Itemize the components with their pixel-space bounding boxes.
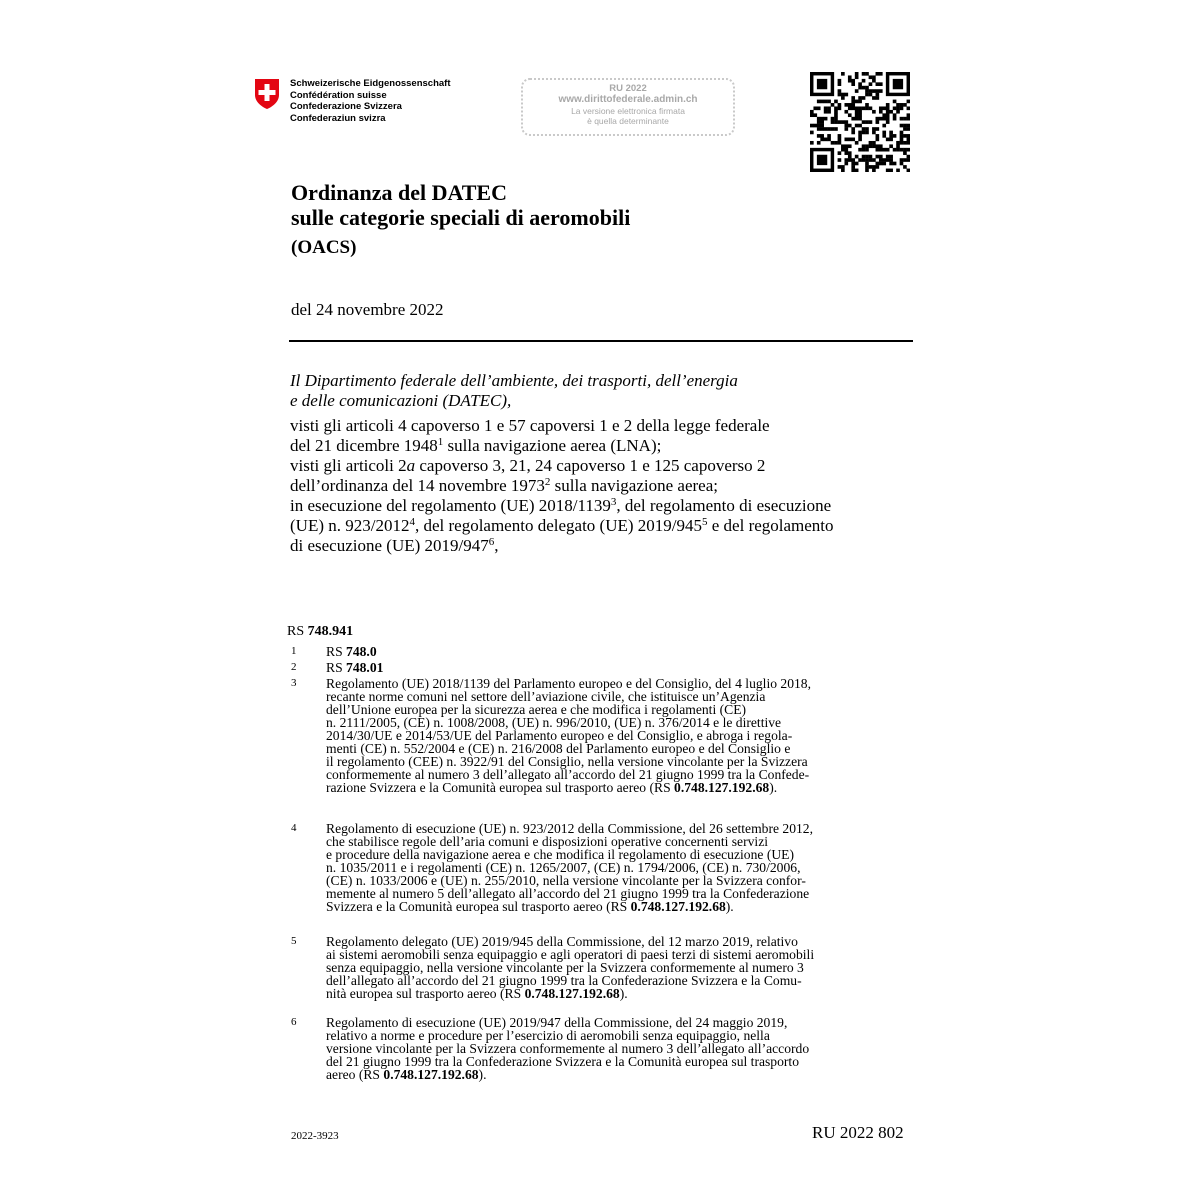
stamp-line: www.dirittofederale.admin.ch bbox=[558, 94, 698, 105]
title-line: Ordinanza del DATEC bbox=[291, 180, 507, 205]
confederation-line: Confédération suisse bbox=[290, 89, 387, 101]
preamble-line bbox=[290, 536, 930, 556]
electronic-version-stamp bbox=[521, 78, 735, 136]
footnote-number: 1 bbox=[291, 645, 297, 657]
stamp-line: è quella determinante bbox=[587, 116, 669, 126]
footnote-line: menti (CE) n. 552/2004 e (CE) n. 216/2008 del Parlamento europeo e del Consiglio e bbox=[326, 741, 791, 756]
footnote-line: e procedure della navigazione aerea e che modifica il regolamento di esecuzione (UE) bbox=[326, 847, 794, 862]
preamble-text: sulla navigazione aerea; bbox=[550, 476, 718, 495]
rs-value: 748.941 bbox=[307, 624, 354, 639]
authority-line: e delle comunicazioni (DATEC), bbox=[290, 391, 512, 410]
footnote-number: 5 bbox=[291, 935, 297, 947]
divider bbox=[289, 340, 913, 342]
footnote-line: Regolamento delegato (UE) 2019/945 della Commissione, del 12 marzo 2019, relativo bbox=[326, 934, 798, 949]
footnote-text bbox=[326, 645, 911, 658]
preamble-text: e del regolamento bbox=[707, 516, 834, 535]
preamble-text: in esecuzione del regolamento (UE) 2018/1139 bbox=[290, 496, 611, 515]
page-reference: RU 2022 802 bbox=[812, 1123, 904, 1142]
preamble-text: del 21 dicembre 1948 bbox=[290, 436, 438, 455]
footnote-line: 2014/30/UE e 2014/53/UE del Parlamento europeo e del Consiglio, e abroga i regola- bbox=[326, 728, 793, 743]
footnote-line: Regolamento di esecuzione (UE) n. 923/2012 della Commissione, del 26 settembre 2012, bbox=[326, 821, 814, 836]
swiss-cross-logo bbox=[253, 78, 281, 110]
footnote-line: del 21 giugno 1999 tra la Confederazione Svizzera e la Comunità europea sul trasporto bbox=[326, 1054, 799, 1069]
rs-ref[interactable]: 0.748.127.192.68 bbox=[524, 986, 620, 1001]
footnote-text-run: razione Svizzera e la Comunità europea sul trasporto aereo (RS bbox=[326, 780, 675, 795]
preamble bbox=[290, 416, 930, 556]
confederation-names bbox=[290, 78, 451, 124]
preamble-line bbox=[290, 496, 930, 516]
preamble-line bbox=[290, 436, 930, 456]
footnote-text bbox=[326, 935, 911, 1000]
footnote-number: 3 bbox=[291, 677, 297, 689]
footnote-ref[interactable]: 3 bbox=[610, 496, 617, 508]
footnote-ref[interactable]: 6 bbox=[488, 536, 495, 548]
rs-ref[interactable]: 748.01 bbox=[346, 660, 384, 675]
footnote-text bbox=[326, 1016, 911, 1081]
footnote-line: relativo a norme e procedure per l’esercizio di aeromobili senza equipaggio, nella bbox=[326, 1028, 770, 1043]
preamble-text: , bbox=[494, 536, 499, 555]
preamble-line bbox=[290, 416, 930, 436]
stamp-line: La versione elettronica firmata bbox=[571, 106, 685, 116]
title-abbreviation: (OACS) bbox=[291, 237, 357, 258]
stamp-line: RU 2022 bbox=[609, 83, 647, 94]
footnote-text-run: ). bbox=[725, 899, 734, 914]
footnote-line: memente al numero 5 dell’allegato all’accordo del 21 giugno 1999 tra la Confederazione bbox=[326, 886, 810, 901]
footnote-ref[interactable]: 1 bbox=[437, 436, 444, 448]
footnote-text-run: ). bbox=[619, 986, 628, 1001]
preamble-text: visti gli articoli 2 bbox=[290, 456, 407, 475]
footnote-text bbox=[326, 822, 911, 913]
confederation-line: Confederazione Svizzera bbox=[290, 101, 402, 112]
document-title bbox=[291, 180, 630, 230]
footnote-line bbox=[326, 781, 911, 794]
issuing-authority bbox=[290, 371, 738, 411]
footnote-line bbox=[326, 1068, 911, 1081]
footnote-ref[interactable]: 5 bbox=[702, 516, 708, 528]
rs-number bbox=[287, 624, 353, 640]
confederation-line: Schweizerische Eidgenossenschaft bbox=[290, 78, 451, 89]
footnote-line: n. 2111/2005, (CE) n. 1008/2008, (UE) n. 996/2010, (UE) n. 376/2014 e le direttive bbox=[326, 715, 782, 730]
title-line: sulle categorie speciali di aeromobili bbox=[291, 205, 631, 230]
preamble-text: sulla navigazione aerea (LNA); bbox=[443, 436, 662, 455]
footnote-line bbox=[326, 900, 911, 913]
footnote-text-run: RS bbox=[326, 660, 347, 675]
footnote-line: n. 1035/2011 e i regolamenti (CE) n. 1265/2007, (CE) n. 1794/2006, (CE) n. 730/2006, bbox=[326, 860, 801, 875]
rs-ref[interactable]: 0.748.127.192.68 bbox=[674, 780, 770, 795]
footnote-line bbox=[326, 987, 911, 1000]
preamble-text: (UE) n. 923/2012 bbox=[290, 516, 410, 535]
qr-code bbox=[810, 72, 910, 172]
footnote-line: che stabilisce regole dell’aria comuni e disposizioni operative concernenti servizi bbox=[326, 834, 769, 849]
preamble-line bbox=[290, 476, 930, 496]
footnote-line: versione vincolante per la Svizzera conformemente al numero 3 dell’allegato all’accordo bbox=[326, 1041, 810, 1056]
footnote-text-run: RS bbox=[326, 644, 347, 659]
footnote-number: 6 bbox=[291, 1016, 297, 1028]
footnote-line: senza equipaggio, nella versione vincolante per la Svizzera conformemente al numero 3 bbox=[326, 960, 804, 975]
footnote-text-run: ). bbox=[478, 1067, 487, 1082]
preamble-text: , del regolamento di esecuzione bbox=[616, 496, 832, 515]
footnote-line bbox=[326, 661, 911, 674]
authority-line: Il Dipartimento federale dell’ambiente, dei trasporti, dell’energia bbox=[290, 371, 738, 390]
preamble-text-italic: a bbox=[406, 456, 416, 475]
footnote-text-run: aereo (RS bbox=[326, 1067, 384, 1082]
footnote-line: dell’allegato all’accordo del 21 giugno 1999 tra la Confederazione Svizzera e la Comu- bbox=[326, 973, 802, 988]
preamble-line bbox=[290, 456, 930, 476]
footnote-text bbox=[326, 677, 911, 794]
preamble-text: capoverso 3, 21, 24 capoverso 1 e 125 capoverso 2 bbox=[415, 456, 766, 475]
footnote-text-run: Svizzera e la Comunità europea sul trasporto aereo (RS bbox=[326, 899, 631, 914]
footnote-ref[interactable]: 2 bbox=[544, 476, 551, 488]
footnote-line bbox=[326, 645, 911, 658]
preamble-text: , del regolamento delegato (UE) 2019/945 bbox=[414, 516, 702, 535]
preamble-text: visti gli articoli 4 capoverso 1 e 57 capoversi 1 e 2 della legge federale bbox=[290, 416, 770, 435]
footnote-line: il regolamento (CEE) n. 3922/91 del Consiglio, nella versione vincolante per la Svizzera bbox=[326, 754, 808, 769]
footnote-text-run: nità europea sul trasporto aereo (RS bbox=[326, 986, 525, 1001]
footnote-line: ai sistemi aeromobili senza equipaggio e agli operatori di paesi terzi di sistemi aeromobili bbox=[326, 947, 815, 962]
preamble-text: dell’ordinanza del 14 novembre 1973 bbox=[290, 476, 545, 495]
preamble-line bbox=[290, 516, 930, 536]
rs-ref[interactable]: 0.748.127.192.68 bbox=[630, 899, 726, 914]
footnote-line: dell’Unione europea per la sicurezza aerea e che modifica i regolamenti (CE) bbox=[326, 702, 747, 717]
document-date: del 24 novembre 2022 bbox=[291, 300, 444, 319]
footnote-text-run: ). bbox=[769, 780, 778, 795]
rs-prefix: RS bbox=[287, 624, 308, 639]
footnote-line: recante norme comuni nel settore dell’aviazione civile, che istituisce un’Agenzia bbox=[326, 689, 766, 704]
footnote-line: (CE) n. 1033/2006 e (UE) n. 255/2010, nella versione vincolante per la Svizzera confor- bbox=[326, 873, 806, 888]
footnote-line: conformemente al numero 3 dell’allegato all’accordo del 21 giugno 1999 tra la Confede- bbox=[326, 767, 810, 782]
footnote-line: Regolamento di esecuzione (UE) 2019/947 della Commissione, del 24 maggio 2019, bbox=[326, 1015, 788, 1030]
footnote-ref[interactable]: 4 bbox=[409, 516, 415, 528]
footnote-number: 4 bbox=[291, 822, 297, 834]
footnote-line: Regolamento (UE) 2018/1139 del Parlamento europeo e del Consiglio, del 4 luglio 2018, bbox=[326, 676, 812, 691]
footnote-text bbox=[326, 661, 911, 674]
rs-ref[interactable]: 0.748.127.192.68 bbox=[383, 1067, 479, 1082]
preamble-text: di esecuzione (UE) 2019/947 bbox=[290, 536, 489, 555]
confederation-line: Confederaziun svizra bbox=[290, 112, 386, 124]
footnote-number: 2 bbox=[291, 661, 297, 673]
document-id: 2022-3923 bbox=[291, 1130, 339, 1142]
rs-ref[interactable]: 748.0 bbox=[346, 644, 377, 659]
